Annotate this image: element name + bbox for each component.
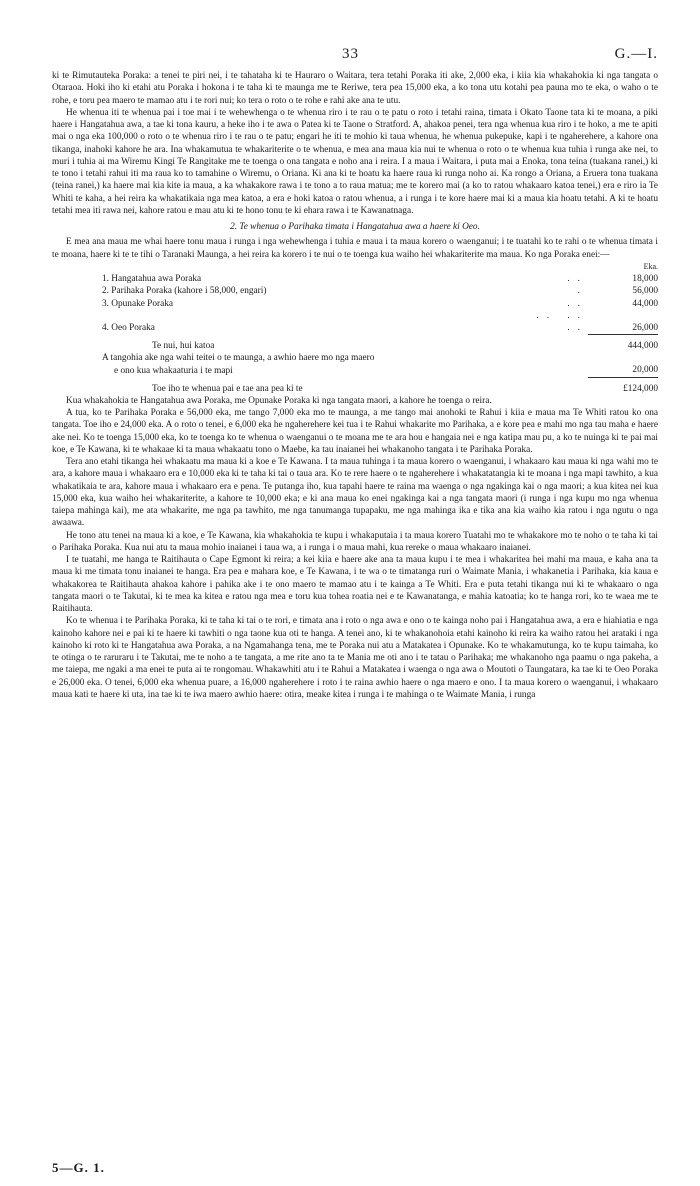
deduct-row-2: e ono kua whakaaturia i te mapi 20,000 bbox=[114, 365, 658, 376]
paragraph-6: Tera ano etahi tikanga hei whakaatu ma maua ki a koe e Te Kawana. I ta maua tuhinga i ta maua korero o waenganui, i whakaaro kau maua ki nga wahi mo te ara, a kahore maua i whakaaro era e 10,000 eka ki te taha ki tai o taua ara. Ko te rere haere o te ngaherehere i whakatatangia ki te moana i nga mapi tawhito, a kua whakatikaia te ara, kahore maua i whakaaro era e pena. Te putanga iho, kua tapahi haere te raina ma waenga o nga ngakinga kai o nga maori; a kua kitea nei kua 15,000 eka, kua waiho hei whakariterite, a kahore te 10,000 eka; e ki ana maua ko enei ngakinga kai a nga tangata maori (i runga i nga kupu mo nga whenua taiepa mahinga kai), me ata whakarite, me nga pa tawhito, me nga tanumanga tupapaku, me nga mahinga ika e tika ana kia waiho kia ratou i nga ngutu o nga awaawa. bbox=[52, 457, 658, 529]
table-row: 3. Opunake Poraka .. 44,000 bbox=[102, 298, 658, 309]
table-row: 2. Parihaka Poraka (kahore i 58,000, engari) . 56,000 bbox=[102, 286, 658, 297]
paragraph-1: ki te Rimutauteka Poraka: a tenei te piri nei, i te tahataha ki te Hauraro o Waitara, tera tetahi Poraka iti ake, 2,000 eka, i kiia kia whakahokia ki nga tangata o Otaraoa. Hoki iho ki etahi atu Poraka i hokona i te taha ki te maunga me te Reriwe, tera pea 15,000 eka, a ko tona utu kotahi pea pauna mo te eka, o waho o te rohe, e toru pea maero te mamao atu i te rori nui; ko tera o roto o te rohe e rahi ake ana te utu. bbox=[52, 71, 658, 106]
remaining-row: Toe iho te whenua pai e tae ana pea ki te £124,000 bbox=[52, 377, 658, 395]
paragraph-5: A tua, ko te Parihaka Poraka e 56,000 eka, me tango 7,000 eka mo te maunga, a me tango mai anohoki te Rahui i kiia e maua ma Te Whiti ratou ko ona tangata. Toe iho e 24,000 eka. A o roto o tenei, e 6,000 eka he ngaherehere kei tua i te Rahui whakarite mo Parihaka, a e kore pea e mahi mo nga tau maha e haere ake nei. Ko te toenga 15,000 eka, ko te toenga ko te whenua o waenganui o te moana me te ara hou e hangaia nei e nga katipa mau pu, a ko te nuinga ki te pai mai koe, e Te Kawana, ki te whakaae ki ta maua whakaatu tono o Maebe, ka tau inaianei hei whakanoho tangata i te Parihaka Poraka. bbox=[52, 408, 658, 455]
unit-header: Eka. bbox=[643, 261, 658, 271]
document-page bbox=[52, 40, 658, 701]
page-number: 33 bbox=[342, 46, 359, 62]
paragraph-3: E mea ana maua me whai haere tonu maua i runga i nga wehewhenga i tuhia e maua i ta maua korero o waenganui; i te tuatahi ko te rahi o te whenua timata i te moana, haere ki te te tihi o Taranaki Maunga, a hei reira ka korero i te nui o te toenga kua waiho hei whakariterite ma maua. Ko nga Poraka enei:— bbox=[52, 237, 658, 260]
paragraph-4: Kua whakahokia te Hangatahua awa Poraka, me Opunake Poraka ki nga tangata maori, a kahore he toenga o reira. bbox=[66, 395, 492, 406]
signature-mark: 5—G. 1. bbox=[52, 1160, 105, 1175]
section-code: G.—I. bbox=[614, 46, 658, 62]
page-header bbox=[52, 40, 658, 70]
total-row: Te nui, hui katoa 444,000 bbox=[52, 334, 658, 352]
paragraph-8: I te tuatahi, me hanga te Raitihauta o Cape Egmont ki reira; a kei kiia e haere ake ana ta maua kupu i te mea i whakaritea hei mahi ma maua, e kaha ana ta maua ki me timata tonu inaianei te hanga. Era pea e mahara koe, e Te Kawana, i te wa o te timatanga ruri o Waimate Mania, i whakanetia i Parihaka, kia kaua e whakakorea te Raitihauta ahakoa kahore i pahika ake i te ono maero te mamao atu i te kainga a Te Whiti. Era e puta tetahi tikanga nui ki te whakaaro o nga tangata maori o te Takutai, ki te mea ka kitea e ratou nga mea e toru kua tohea roatia nei e te Kawanatanga, e mahia katoatia; ko te hanga rori, ko te waea me te Raitihauta. bbox=[52, 555, 658, 614]
paragraph-2: He whenua iti te whenua pai i toe mai i te wehewhenga o te whenua riro i te rau o te patu o roto i tetahi raina, timata i Okato Taone tata ki te moana, a piki haere i Hangatahua awa, a tae ki tona kauru, a heke iho i te awa o Patea ki te Taone o Stratford. A, ahakoa penei, tera nga whenua kua riro i te hoko, a me te apiti mai o nga eka 100,000 o roto o te whenua riro i te rau o te patu; engari he iti te mohio ki taua whenua, he whenua pukepuke, kapi i te ngaherehere, a kahore ona tikanga, inahoki kahore he ara. Ina whakamutua te whakariterite o te whenua, e mea ana maua kia nui te whenua o roto o te whenua kua tuhia i runga ake nei, to muri i tuhia ai ma Wiremu Kingi Te Rangitake me te toenga o ona tangata e noho ana i reira. I a maua i Waitara, i puta mai a Enoka, tona teina (tuakana ranei,) ki te tono i tetahi rahui iti ma raua ko to tamahine o Wiremu, o Oriana. Ki ana ki te hoatu ka haere raua ki runga noho ai. Ka rongo a Oriana, a Eruera tona tuakana (teina ranei,) ka haere mai kia kite ia maua, a ka whakakore rawa i te tono a to raua matua; me te korero mai (a ko to ratou whakaaro katoa tenei,) era e riro ia Te Whiti te kaha, a hei reira ka whakatikaia nga mea katoa, a era e hoki katoa o ratou whenua, a i runga i te kore haere mai ki a maua kia hoatu tetahi. A ki te hoatu tetahi mea iti rawa nei, kahore ratou e mau atu ki te hono tonu te ki ehara rawa i te Kawanatnaga. bbox=[52, 107, 658, 216]
table-row: 1. Hangatahua awa Poraka .. 18,000 bbox=[102, 274, 658, 284]
subheading: 2. Te whenua o Parihaka timata i Hangatahua awa a haere ki Oeo. bbox=[230, 222, 480, 232]
table-row: 4. Oeo Poraka .. .. .. 26,000 bbox=[102, 310, 658, 333]
deduct-row: A tangohia ake nga wahi teitei o te maunga, a awhio haere mo nga maero bbox=[102, 353, 375, 363]
land-blocks-table bbox=[52, 261, 658, 395]
paragraph-9: Ko te whenua i te Parihaka Poraka, ki te taha ki tai o te rori, e timata ana i roto o nga awa e ono o te kainga noho pai i Hangatahua awa, a era e hiahiatia e nga kainoho kahore nei e pai ki te haere ki tawhiti o nga taone kua oti te hanga. A tenei ano, ki te whakanohoia etahi kainoho ki reira ka waiho ratou hei arataki i nga kainoho ki roto ki te Hangatahua awa Poraka, a na Ngamahanga tena, me te Poraka nui atu a Matakatea i Opunake. Ko te whakamutunga, ko te kupu taimaha, ko te otinga o te raruraru i te Takutai, me te noho a te tangata, a me rite ano ta te Mania me oti ano i te tatau o Parihaka; me whakanoho nga paamu o nga pakeha, a me taiepa, me ngaki a ma enei te puta ai te rongomau. Whakawhiti atu i te Rahui a Matakatea i waenga o nga awa o Moutoti o Taungatara, ka tae ki te Oeo Poraka e 26,000 eka. O tenei, 6,000 eka whenua puare, a 16,000 ngaherehere i roto i te raina awhio haere o nga maero e ono. I ta maua korero o waenganui, i whakaaro maua kati te haere ki uta, ina tae ki te iwa maero awhio haere: otira, meake kitea i runga i te mahinga o te Waimate Mania, i runga bbox=[52, 616, 658, 700]
paragraph-7: He tono atu tenei na maua ki a koe, e Te Kawana, kia whakahokia te kupu i whakaputaia i ta maua korero Tuatahi mo te whakakore mo te noho o te taha ki tai o Parihaka Poraka. Kua nui atu ta maua mohio inaianei i taua wa, a i runga i o maua mahi, kua rereke o maua whakaaro inaianei. bbox=[52, 530, 658, 553]
